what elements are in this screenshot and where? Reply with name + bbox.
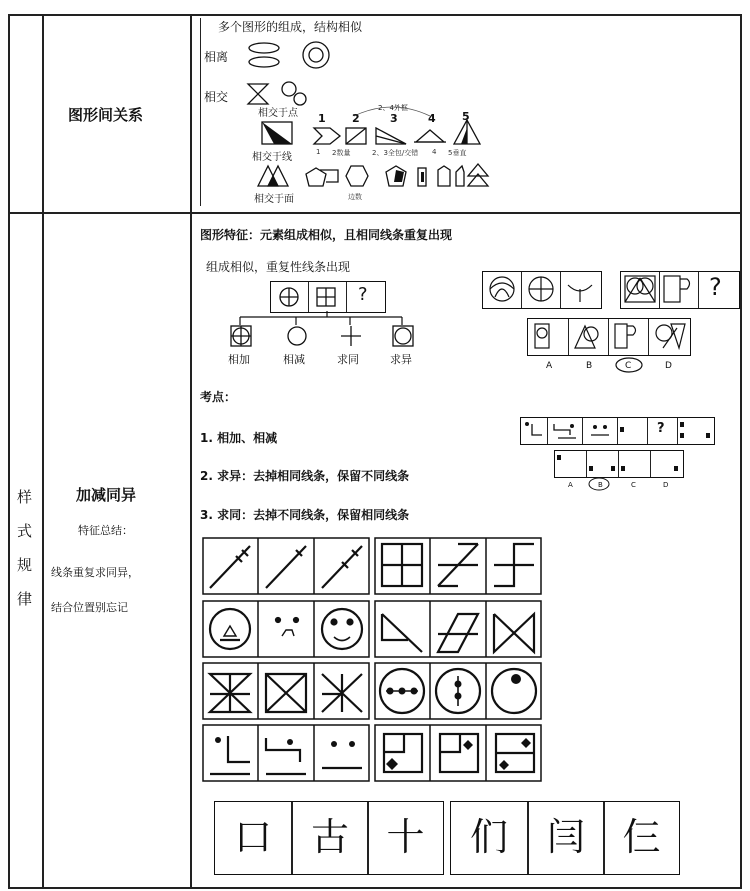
op-same-icon [340,325,362,347]
square-diag-icon [344,126,368,146]
square-circles-icon [624,275,656,303]
kaodian-heading: 考点： [200,390,237,404]
option-b-icon [573,322,603,350]
dot-cell-6-icon [679,419,711,441]
dot-option-letter-a: A [568,481,573,489]
label-separate: 相离 [204,50,229,64]
feature-heading: 图形特征：元素组成相似，且相同线条重复出现 [200,228,453,242]
point-1: 1. 相加、相减 [200,431,278,445]
table-col-divider-2 [190,14,192,888]
row1-header: 多个图形的组成，结构相似 [218,20,363,34]
option-a-icon [533,322,563,350]
separate-circles-icon [300,40,334,70]
door-shapes-icon [416,164,466,188]
option-d-icon [653,322,687,350]
pentagon-flag-icon [304,166,340,188]
option-letter-a: A [546,361,553,371]
num-3: 3 [390,112,398,125]
wedge-shape-icon [374,126,408,146]
tent-shape-icon [452,118,482,146]
dot-option-letter-d: D [663,481,669,489]
sub-note-2: 2数量 [332,149,351,157]
option-letter-b: B [586,361,593,371]
option-letter-c: C [625,361,632,371]
sub-heading: 组成相似，重复性线条出现 [206,260,351,274]
dot-option-d-icon [652,452,680,474]
puzzle-grid [200,534,550,784]
char-yan: 闫 [546,815,585,859]
touching-circles-icon [280,80,310,106]
point-2: 2. 求异：去掉相同线条，保留不同线条 [200,469,410,483]
tree-connectors [230,311,410,325]
summary-line-1: 线条重复求同异， [51,566,139,579]
char-men: 们 [469,815,508,859]
op-diff-icon [392,325,414,347]
curve-cross-icon [565,275,595,303]
line-intersect-figure-icon [260,120,296,146]
op-subtract-icon [286,325,308,347]
side-label-1: 样 [17,488,33,506]
square-p-icon [663,275,695,303]
option-c-icon [613,322,643,350]
stacked-triangles-icon [466,162,490,188]
sub-note-1: 1 [316,148,321,156]
table-col-divider-1 [42,14,44,888]
row2-category: 加减同异 [76,486,137,504]
dot-cell-4-icon [619,419,645,441]
pentagon-filled-icon [382,164,412,188]
op-label-add: 相加 [228,353,250,366]
dot-option-b-circle-mark [587,476,611,492]
dot-option-b-icon [588,452,616,474]
num-5: 5 [462,110,470,123]
op-label-subtract: 相减 [283,353,305,366]
side-label-3: 规 [17,556,33,574]
char-shi: 十 [386,815,425,859]
op-label-diff: 求异 [390,353,412,366]
char-sa: 仨 [622,815,661,859]
table-border-bottom [8,887,742,889]
dot-option-a-icon [556,452,584,474]
sub-note-3: 2、3全包/交错 [372,149,419,157]
dot-puzzle-question: ? [657,421,665,436]
dot-cell-3-icon [585,419,615,441]
circle-plus-icon [526,275,556,303]
summary-line-2: 结合位置别忘记 [51,601,128,614]
sub-note-5: 5垂直 [448,149,467,157]
hexagon-icon [344,164,370,188]
circle-cross-icon [278,286,300,308]
arrow-shape-icon [312,126,342,146]
venn-triple-icon [487,275,517,303]
op-label-same: 求同 [337,353,359,366]
dot-option-c-icon [620,452,648,474]
side-label-2: 式 [17,522,33,540]
side-label-4: 律 [17,590,33,608]
dot-cell-1-icon [522,419,546,441]
label-line-intersect: 相交于线 [252,152,292,163]
triangle-base-icon [414,126,446,146]
sub-note-4: 4 [432,148,437,156]
label-intersect: 相交 [204,90,229,104]
tree-question: ? [358,284,368,305]
num-4: 4 [428,112,436,125]
example-question: ? [709,273,722,301]
point-3: 3. 求同：去掉不同线条，保留相同线条 [200,508,410,522]
dot-option-letter-b: B [598,481,603,489]
table-border-right [740,14,742,888]
hourglass-icon [246,82,270,106]
row1-category: 图形间关系 [68,106,144,124]
num-2: 2 [352,112,360,125]
label-point-intersect: 相交于点 [258,108,298,119]
option-letter-d: D [665,361,672,371]
separate-ellipses-icon [246,40,286,70]
dot-cell-2-icon [550,419,580,441]
option-c-circle-mark [614,356,644,374]
row1-inner-rule [200,18,201,206]
char-kou: 口 [233,815,272,859]
label-face-intersect: 相交于面 [254,194,294,205]
summary-title: 特征总结： [78,524,133,537]
num-1: 1 [318,112,326,125]
table-border-top [8,14,742,16]
op-add-icon [230,325,252,347]
table-border-left [8,14,10,888]
square-cross-icon [316,287,336,307]
edge-note: 边数 [348,193,362,201]
char-gu: 古 [310,815,349,859]
top-note: 2、4外框 [378,104,408,112]
table-row-divider [8,212,742,214]
face-intersect-triangles-icon [256,164,290,188]
dot-option-letter-c: C [631,481,636,489]
